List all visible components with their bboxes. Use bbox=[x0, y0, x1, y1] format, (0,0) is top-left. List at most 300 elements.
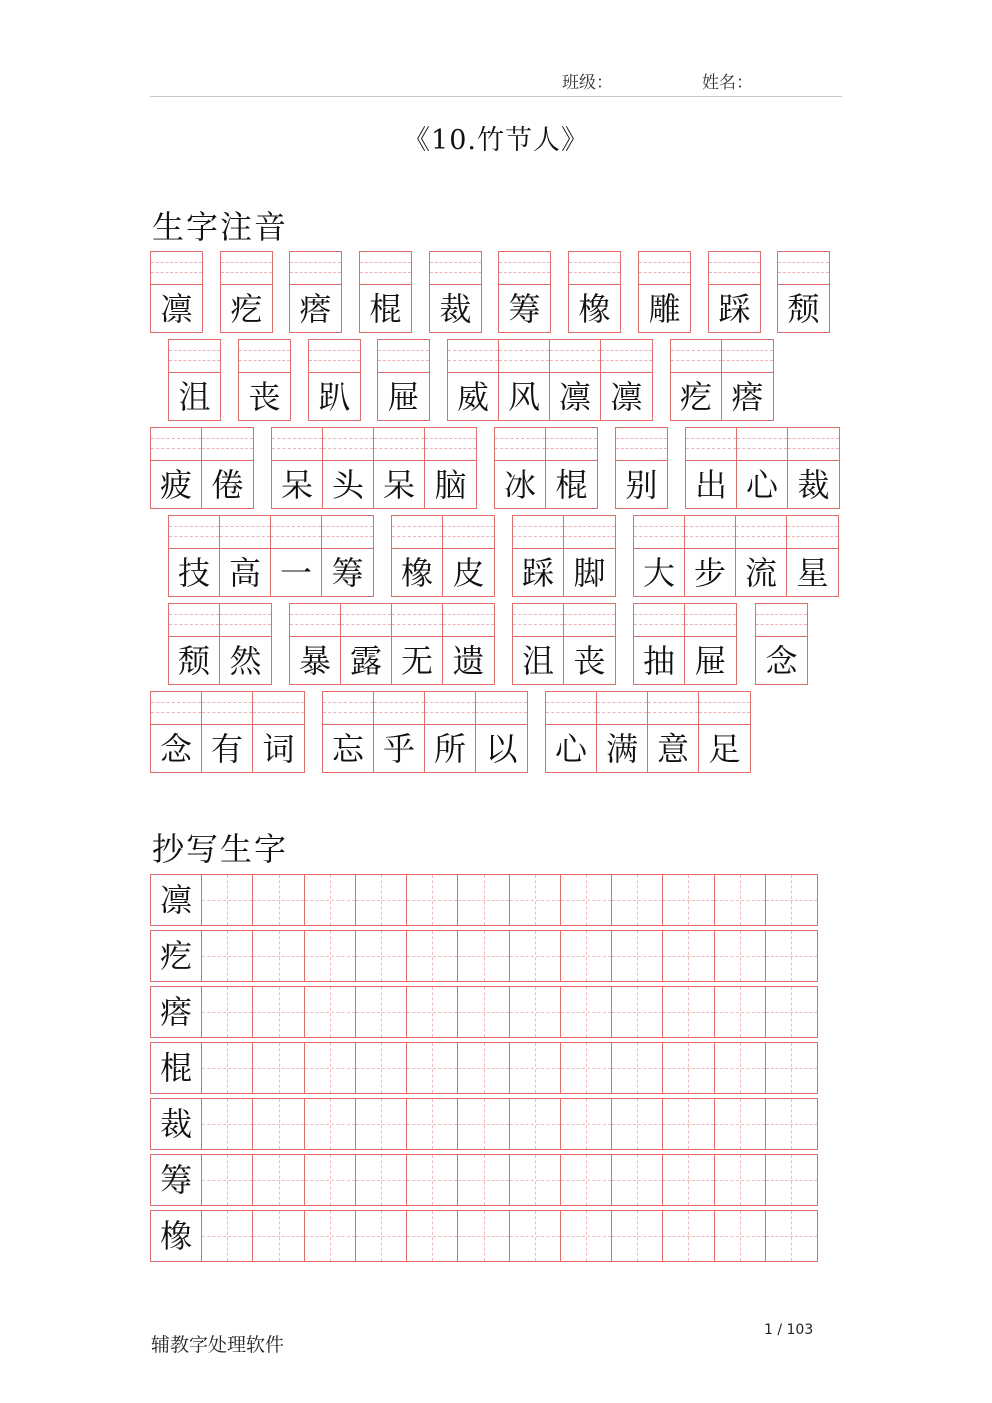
hanzi-character: 流 bbox=[744, 554, 777, 592]
pinyin-input-area[interactable] bbox=[378, 340, 429, 373]
practice-cell[interactable] bbox=[458, 1099, 509, 1149]
practice-cell[interactable] bbox=[356, 875, 407, 925]
zhuyin-cell bbox=[378, 340, 429, 420]
practice-cell[interactable] bbox=[253, 1211, 304, 1261]
practice-cell[interactable] bbox=[766, 1155, 817, 1205]
pinyin-input-area[interactable] bbox=[736, 516, 786, 549]
zhuyin-word-box bbox=[512, 515, 616, 597]
practice-cell[interactable] bbox=[612, 987, 663, 1037]
zhuyin-word-box bbox=[150, 427, 254, 509]
zhuyin-word-box bbox=[220, 251, 273, 333]
pinyin-input-area[interactable] bbox=[220, 516, 270, 549]
pinyin-input-area[interactable] bbox=[499, 252, 550, 285]
zhuyin-cell bbox=[722, 340, 773, 420]
hanzi-character: 遗 bbox=[452, 642, 485, 680]
zhuyin-cell bbox=[323, 692, 374, 772]
practice-cell[interactable] bbox=[356, 1099, 407, 1149]
practice-cell[interactable] bbox=[663, 1155, 714, 1205]
practice-cell[interactable] bbox=[253, 1043, 304, 1093]
zhuyin-cell bbox=[569, 252, 620, 332]
hanzi-character: 丧 bbox=[573, 642, 606, 680]
zhuyin-word-box bbox=[633, 515, 839, 597]
pinyin-input-area[interactable] bbox=[271, 516, 321, 549]
pinyin-input-area[interactable] bbox=[634, 516, 684, 549]
pinyin-input-area[interactable] bbox=[686, 428, 736, 461]
practice-cell[interactable] bbox=[305, 1211, 356, 1261]
zhuyin-cell bbox=[341, 604, 392, 684]
hanzi-character: 星 bbox=[796, 554, 829, 592]
zhuyin-cell bbox=[634, 516, 685, 596]
copy-model-character: 棍 bbox=[160, 1049, 193, 1087]
zhuyin-cell bbox=[550, 340, 601, 420]
pinyin-input-area[interactable] bbox=[202, 428, 253, 461]
practice-cell[interactable] bbox=[356, 931, 407, 981]
pinyin-input-area[interactable] bbox=[564, 516, 615, 549]
hanzi-character: 心 bbox=[745, 466, 778, 504]
hanzi-character: 沮 bbox=[178, 378, 211, 416]
zhuyin-cell bbox=[546, 692, 597, 772]
pinyin-input-area[interactable] bbox=[360, 252, 411, 285]
zhuyin-cell bbox=[322, 516, 373, 596]
hanzi-character: 风 bbox=[507, 378, 540, 416]
hanzi-character: 念 bbox=[159, 730, 192, 768]
pinyin-input-area[interactable] bbox=[151, 692, 201, 725]
hanzi-character: 以 bbox=[485, 730, 518, 768]
practice-cell[interactable] bbox=[510, 987, 561, 1037]
hanzi-character: 凛 bbox=[558, 378, 591, 416]
copy-model-cell bbox=[151, 931, 202, 981]
zhuyin-cell bbox=[737, 428, 788, 508]
practice-cell[interactable] bbox=[766, 875, 817, 925]
practice-cell[interactable] bbox=[766, 1099, 817, 1149]
hanzi-character: 疙 bbox=[679, 378, 712, 416]
pinyin-input-area[interactable] bbox=[685, 604, 736, 637]
zhuyin-cell bbox=[151, 428, 202, 508]
zhuyin-word-box bbox=[377, 339, 430, 421]
practice-cell[interactable] bbox=[612, 875, 663, 925]
practice-cell[interactable] bbox=[407, 1099, 458, 1149]
practice-cell[interactable] bbox=[356, 987, 407, 1037]
hanzi-character: 脑 bbox=[434, 466, 467, 504]
pinyin-input-area[interactable] bbox=[220, 604, 271, 637]
header bbox=[150, 66, 842, 97]
hanzi-character: 屉 bbox=[694, 642, 727, 680]
zhuyin-cell bbox=[564, 604, 615, 684]
practice-cell[interactable] bbox=[202, 987, 253, 1037]
practice-cell[interactable] bbox=[202, 875, 253, 925]
copy-model-character: 筹 bbox=[160, 1161, 193, 1199]
copy-model-cell bbox=[151, 1155, 202, 1205]
hanzi-character: 瘩 bbox=[731, 378, 764, 416]
zhuyin-cell bbox=[220, 604, 271, 684]
pinyin-input-area[interactable] bbox=[290, 252, 341, 285]
hanzi-character: 词 bbox=[262, 730, 295, 768]
pinyin-input-area[interactable] bbox=[476, 692, 527, 725]
practice-cell[interactable] bbox=[715, 1099, 766, 1149]
practice-cell[interactable] bbox=[458, 1155, 509, 1205]
pinyin-input-area[interactable] bbox=[569, 252, 620, 285]
pinyin-input-area[interactable] bbox=[221, 252, 272, 285]
hanzi-character: 脚 bbox=[573, 554, 606, 592]
pinyin-input-area[interactable] bbox=[323, 428, 373, 461]
zhuyin-cell bbox=[425, 692, 476, 772]
zhuyin-word-box bbox=[168, 515, 374, 597]
zhuyin-cell bbox=[648, 692, 699, 772]
practice-cell[interactable] bbox=[715, 875, 766, 925]
zhuyin-cell bbox=[639, 252, 690, 332]
zhuyin-word-box bbox=[685, 427, 840, 509]
zhuyin-cell bbox=[685, 516, 736, 596]
practice-cell[interactable] bbox=[663, 1043, 714, 1093]
practice-cell[interactable] bbox=[458, 875, 509, 925]
zhuyin-cell bbox=[392, 516, 443, 596]
practice-cell[interactable] bbox=[766, 1043, 817, 1093]
zhuyin-cell bbox=[699, 692, 750, 772]
zhuyin-cell bbox=[597, 692, 648, 772]
practice-cell[interactable] bbox=[663, 875, 714, 925]
pinyin-input-area[interactable] bbox=[601, 340, 652, 373]
hanzi-character: 踩 bbox=[521, 554, 554, 592]
zhuyin-word-box bbox=[512, 603, 616, 685]
zhuyin-cell bbox=[788, 428, 839, 508]
zhuyin-word-box bbox=[391, 515, 495, 597]
practice-cell[interactable] bbox=[561, 987, 612, 1037]
practice-cell[interactable] bbox=[253, 1099, 304, 1149]
pinyin-input-area[interactable] bbox=[272, 428, 322, 461]
hanzi-character: 颓 bbox=[787, 290, 820, 328]
pinyin-input-area[interactable] bbox=[685, 516, 735, 549]
pinyin-input-area[interactable] bbox=[788, 428, 839, 461]
practice-cell[interactable] bbox=[561, 1211, 612, 1261]
pinyin-input-area[interactable] bbox=[169, 340, 220, 373]
practice-cell[interactable] bbox=[202, 1211, 253, 1261]
practice-cell[interactable] bbox=[715, 1211, 766, 1261]
zhuyin-cell bbox=[425, 428, 476, 508]
practice-cell[interactable] bbox=[356, 1211, 407, 1261]
practice-cell[interactable] bbox=[407, 1155, 458, 1205]
practice-cell[interactable] bbox=[612, 1155, 663, 1205]
pinyin-input-area[interactable] bbox=[513, 604, 563, 637]
hanzi-character: 凛 bbox=[160, 290, 193, 328]
copy-model-character: 裁 bbox=[160, 1105, 193, 1143]
practice-cell[interactable] bbox=[510, 1211, 561, 1261]
practice-cell[interactable] bbox=[663, 1099, 714, 1149]
hanzi-character: 无 bbox=[400, 642, 433, 680]
zhuyin-word-box bbox=[322, 691, 528, 773]
practice-cell[interactable] bbox=[663, 987, 714, 1037]
practice-cell[interactable] bbox=[561, 875, 612, 925]
hanzi-character: 忘 bbox=[331, 730, 364, 768]
pinyin-input-area[interactable] bbox=[648, 692, 698, 725]
practice-cell[interactable] bbox=[253, 1155, 304, 1205]
hanzi-character: 疙 bbox=[230, 290, 263, 328]
copy-row bbox=[150, 1210, 818, 1262]
zhuyin-cell bbox=[476, 692, 527, 772]
zhuyin-word-box bbox=[238, 339, 291, 421]
zhuyin-cell bbox=[686, 428, 737, 508]
zhuyin-cell bbox=[220, 516, 271, 596]
zhuyin-word-box bbox=[498, 251, 551, 333]
zhuyin-word-box bbox=[638, 251, 691, 333]
zhuyin-cell bbox=[546, 428, 597, 508]
pinyin-input-area[interactable] bbox=[597, 692, 647, 725]
practice-cell[interactable] bbox=[356, 1043, 407, 1093]
practice-cell[interactable] bbox=[715, 931, 766, 981]
practice-cell[interactable] bbox=[561, 931, 612, 981]
zhuyin-cell bbox=[671, 340, 722, 420]
practice-cell[interactable] bbox=[356, 1155, 407, 1205]
practice-cell[interactable] bbox=[715, 1155, 766, 1205]
practice-cell[interactable] bbox=[407, 931, 458, 981]
practice-cell[interactable] bbox=[612, 1099, 663, 1149]
hanzi-character: 露 bbox=[349, 642, 382, 680]
practice-cell[interactable] bbox=[202, 1099, 253, 1149]
pinyin-input-area[interactable] bbox=[443, 604, 494, 637]
zhuyin-word-box bbox=[447, 339, 653, 421]
practice-cell[interactable] bbox=[510, 875, 561, 925]
pinyin-input-area[interactable] bbox=[169, 604, 219, 637]
hanzi-character: 暴 bbox=[298, 642, 331, 680]
practice-cell[interactable] bbox=[612, 931, 663, 981]
pinyin-input-area[interactable] bbox=[202, 692, 252, 725]
pinyin-input-area[interactable] bbox=[239, 340, 290, 373]
practice-cell[interactable] bbox=[253, 875, 304, 925]
zhuyin-cell bbox=[290, 252, 341, 332]
pinyin-input-area[interactable] bbox=[374, 692, 424, 725]
hanzi-character: 雕 bbox=[648, 290, 681, 328]
hanzi-character: 丧 bbox=[248, 378, 281, 416]
page-title: 《10.竹节人》 bbox=[403, 125, 589, 156]
practice-cell[interactable] bbox=[766, 987, 817, 1037]
pinyin-input-area[interactable] bbox=[322, 516, 373, 549]
hanzi-character: 出 bbox=[694, 466, 727, 504]
zhuyin-cell bbox=[169, 516, 220, 596]
practice-cell[interactable] bbox=[202, 931, 253, 981]
copy-model-cell bbox=[151, 875, 202, 925]
pinyin-input-area[interactable] bbox=[756, 604, 807, 637]
zhuyin-cell bbox=[272, 428, 323, 508]
pinyin-input-area[interactable] bbox=[737, 428, 787, 461]
zhuyin-cell bbox=[169, 340, 220, 420]
copy-row bbox=[150, 986, 818, 1038]
practice-cell[interactable] bbox=[561, 1099, 612, 1149]
hanzi-character: 裁 bbox=[439, 290, 472, 328]
pinyin-input-area[interactable] bbox=[151, 428, 201, 461]
pinyin-input-area[interactable] bbox=[374, 428, 424, 461]
pinyin-input-area[interactable] bbox=[425, 692, 475, 725]
pinyin-input-area[interactable] bbox=[392, 516, 442, 549]
hanzi-character: 一 bbox=[279, 554, 312, 592]
copy-model-character: 疙 bbox=[160, 937, 193, 975]
hanzi-character: 裁 bbox=[797, 466, 830, 504]
practice-cell[interactable] bbox=[458, 1043, 509, 1093]
zhuyin-cell bbox=[685, 604, 736, 684]
pinyin-input-area[interactable] bbox=[392, 604, 442, 637]
practice-cell[interactable] bbox=[305, 1043, 356, 1093]
copy-model-cell bbox=[151, 1099, 202, 1149]
class-label: 班级： bbox=[562, 73, 613, 93]
hanzi-character: 踩 bbox=[718, 290, 751, 328]
zhuyin-word-box bbox=[429, 251, 482, 333]
practice-cell[interactable] bbox=[766, 931, 817, 981]
pinyin-input-area[interactable] bbox=[513, 516, 563, 549]
hanzi-character: 棍 bbox=[555, 466, 588, 504]
copy-row bbox=[150, 930, 818, 982]
pinyin-input-area[interactable] bbox=[722, 340, 773, 373]
pinyin-input-area[interactable] bbox=[499, 340, 549, 373]
practice-cell[interactable] bbox=[561, 1043, 612, 1093]
practice-cell[interactable] bbox=[202, 1043, 253, 1093]
pinyin-input-area[interactable] bbox=[443, 516, 494, 549]
practice-cell[interactable] bbox=[407, 875, 458, 925]
zhuyin-word-box bbox=[568, 251, 621, 333]
pinyin-input-area[interactable] bbox=[341, 604, 391, 637]
hanzi-character: 乎 bbox=[382, 730, 415, 768]
zhuyin-cell bbox=[709, 252, 760, 332]
copy-model-cell bbox=[151, 1211, 202, 1261]
pinyin-input-area[interactable] bbox=[778, 252, 829, 285]
copy-row bbox=[150, 874, 818, 926]
zhuyin-cell bbox=[601, 340, 652, 420]
practice-cell[interactable] bbox=[561, 1155, 612, 1205]
practice-cell[interactable] bbox=[407, 987, 458, 1037]
practice-cell[interactable] bbox=[612, 1211, 663, 1261]
zhuyin-cell bbox=[448, 340, 499, 420]
pinyin-input-area[interactable] bbox=[169, 516, 219, 549]
pinyin-input-area[interactable] bbox=[495, 428, 545, 461]
copy-model-character: 凛 bbox=[160, 881, 193, 919]
hanzi-character: 大 bbox=[642, 554, 675, 592]
zhuyin-cell bbox=[239, 340, 290, 420]
zhuyin-cell bbox=[616, 428, 667, 508]
section-title-zhuyin: 生字注音 bbox=[152, 208, 289, 246]
practice-cell[interactable] bbox=[510, 931, 561, 981]
practice-cell[interactable] bbox=[458, 1211, 509, 1261]
hanzi-character: 棍 bbox=[369, 290, 402, 328]
practice-cell[interactable] bbox=[663, 1211, 714, 1261]
copy-row bbox=[150, 1154, 818, 1206]
practice-cell[interactable] bbox=[305, 1155, 356, 1205]
zhuyin-cell bbox=[430, 252, 481, 332]
practice-cell[interactable] bbox=[715, 987, 766, 1037]
hanzi-character: 冰 bbox=[503, 466, 536, 504]
zhuyin-cell bbox=[253, 692, 304, 772]
pinyin-input-area[interactable] bbox=[546, 428, 597, 461]
page-number: 1 / 103 bbox=[764, 1322, 814, 1338]
hanzi-character: 抽 bbox=[642, 642, 675, 680]
pinyin-input-area[interactable] bbox=[290, 604, 340, 637]
practice-cell[interactable] bbox=[766, 1211, 817, 1261]
hanzi-character: 屉 bbox=[387, 378, 420, 416]
hanzi-character: 意 bbox=[656, 730, 689, 768]
pinyin-input-area[interactable] bbox=[448, 340, 498, 373]
zhuyin-cell bbox=[374, 428, 425, 508]
pinyin-input-area[interactable] bbox=[616, 428, 667, 461]
hanzi-character: 凛 bbox=[610, 378, 643, 416]
pinyin-input-area[interactable] bbox=[253, 692, 304, 725]
practice-cell[interactable] bbox=[407, 1043, 458, 1093]
zhuyin-word-box bbox=[708, 251, 761, 333]
hanzi-character: 趴 bbox=[318, 378, 351, 416]
pinyin-input-area[interactable] bbox=[550, 340, 600, 373]
practice-cell[interactable] bbox=[612, 1043, 663, 1093]
pinyin-input-area[interactable] bbox=[151, 252, 202, 285]
zhuyin-word-box bbox=[289, 603, 495, 685]
copy-model-cell bbox=[151, 987, 202, 1037]
zhuyin-word-box bbox=[615, 427, 668, 509]
zhuyin-cell bbox=[151, 252, 202, 332]
practice-cell[interactable] bbox=[407, 1211, 458, 1261]
zhuyin-word-box bbox=[308, 339, 361, 421]
pinyin-input-area[interactable] bbox=[546, 692, 596, 725]
practice-cell[interactable] bbox=[253, 931, 304, 981]
zhuyin-cell bbox=[634, 604, 685, 684]
zhuyin-cell bbox=[513, 516, 564, 596]
practice-cell[interactable] bbox=[715, 1043, 766, 1093]
zhuyin-cell bbox=[392, 604, 443, 684]
hanzi-character: 然 bbox=[229, 642, 262, 680]
practice-cell[interactable] bbox=[305, 931, 356, 981]
pinyin-input-area[interactable] bbox=[430, 252, 481, 285]
practice-cell[interactable] bbox=[663, 931, 714, 981]
pinyin-input-area[interactable] bbox=[639, 252, 690, 285]
practice-cell[interactable] bbox=[510, 1043, 561, 1093]
zhuyin-word-box bbox=[359, 251, 412, 333]
pinyin-input-area[interactable] bbox=[564, 604, 615, 637]
pinyin-input-area[interactable] bbox=[634, 604, 684, 637]
pinyin-input-area[interactable] bbox=[309, 340, 360, 373]
pinyin-input-area[interactable] bbox=[323, 692, 373, 725]
practice-cell[interactable] bbox=[253, 987, 304, 1037]
name-label: 姓名： bbox=[702, 73, 753, 93]
hanzi-character: 念 bbox=[765, 642, 798, 680]
practice-cell[interactable] bbox=[458, 931, 509, 981]
pinyin-input-area[interactable] bbox=[425, 428, 476, 461]
zhuyin-cell bbox=[499, 252, 550, 332]
zhuyin-cell bbox=[443, 516, 494, 596]
hanzi-character: 足 bbox=[708, 730, 741, 768]
practice-cell[interactable] bbox=[510, 1099, 561, 1149]
practice-cell[interactable] bbox=[305, 875, 356, 925]
hanzi-character: 技 bbox=[177, 554, 210, 592]
hanzi-character: 疲 bbox=[159, 466, 192, 504]
zhuyin-cell bbox=[499, 340, 550, 420]
practice-cell[interactable] bbox=[510, 1155, 561, 1205]
zhuyin-cell bbox=[756, 604, 807, 684]
pinyin-input-area[interactable] bbox=[671, 340, 721, 373]
practice-cell[interactable] bbox=[305, 1099, 356, 1149]
zhuyin-cell bbox=[778, 252, 829, 332]
hanzi-character: 步 bbox=[693, 554, 726, 592]
practice-cell[interactable] bbox=[458, 987, 509, 1037]
pinyin-input-area[interactable] bbox=[787, 516, 838, 549]
hanzi-character: 所 bbox=[433, 730, 466, 768]
hanzi-character: 橡 bbox=[400, 554, 433, 592]
zhuyin-cell bbox=[360, 252, 411, 332]
hanzi-character: 心 bbox=[554, 730, 587, 768]
hanzi-character: 橡 bbox=[578, 290, 611, 328]
pinyin-input-area[interactable] bbox=[709, 252, 760, 285]
hanzi-character: 筹 bbox=[508, 290, 541, 328]
practice-cell[interactable] bbox=[202, 1155, 253, 1205]
pinyin-input-area[interactable] bbox=[699, 692, 750, 725]
hanzi-character: 头 bbox=[331, 466, 364, 504]
hanzi-character: 有 bbox=[210, 730, 243, 768]
practice-cell[interactable] bbox=[305, 987, 356, 1037]
zhuyin-word-box bbox=[670, 339, 774, 421]
zhuyin-cell bbox=[323, 428, 374, 508]
zhuyin-cell bbox=[736, 516, 787, 596]
